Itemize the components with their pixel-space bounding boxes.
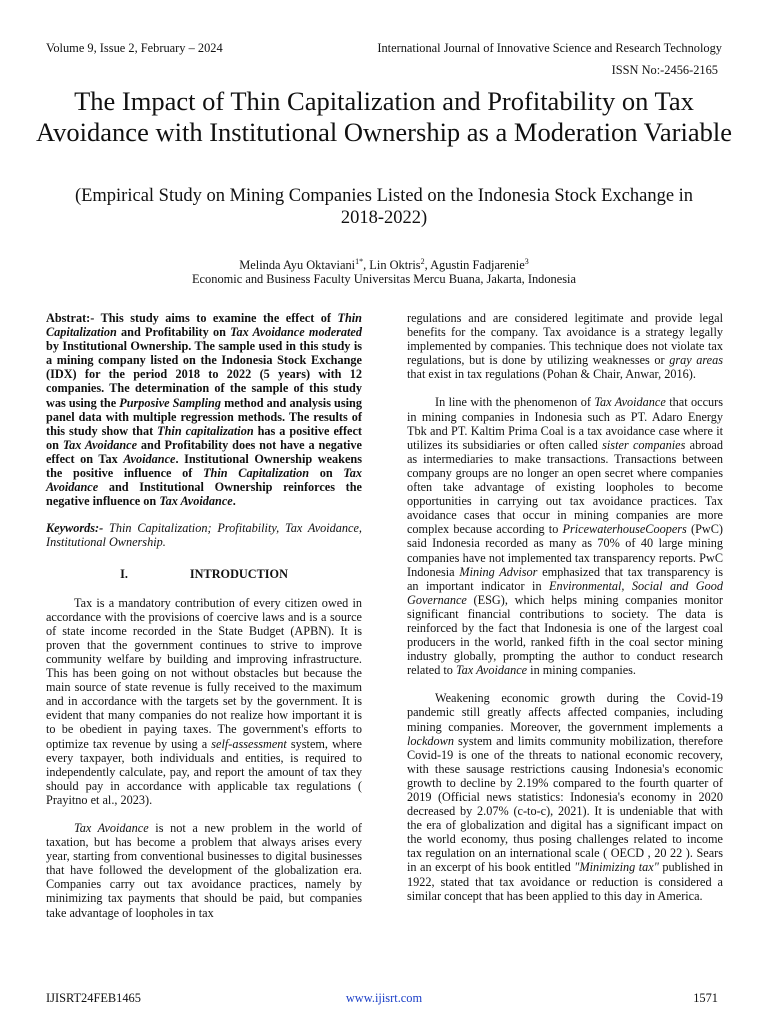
author-2: , Lin Oktris: [363, 258, 421, 273]
right-column: [407, 311, 723, 903]
header-journal-name: International Journal of Innovative Science and Research Technology: [377, 41, 722, 55]
footer-page-number: 1571: [693, 991, 718, 1005]
keywords: [46, 521, 362, 549]
footer-website-link[interactable]: www.ijisrt.com: [345, 991, 423, 1005]
header-volume: Volume 9, Issue 2, February – 2024: [46, 41, 223, 55]
keywords-list: Thin Capitalization; Profitability, Tax Avoidance, Institutional Ownership.: [46, 521, 362, 550]
author-list: [0, 257, 768, 273]
intro-paragraph-2-continued: regulations and are considered legitimate and provide legal benefits for the company. Tax avoidance is a strategy legally implemented by companies. This technique does not violate tax regulations, but is done by utilizing weaknesses or gray areas that exist in tax regulations (Pohan & Chair, Anwar, 2016).: [407, 311, 723, 382]
footer-paper-id: IJISRT24FEB1465: [46, 991, 141, 1005]
keywords-label: Keywords:-: [46, 521, 104, 536]
section-heading-introduction: [46, 567, 362, 581]
intro-paragraph-3: In line with the phenomenon of Tax Avoidance that occurs in mining companies in Indonesia such as PT. Adaro Energy Tbk and PT. Kaltim Prima Coal is a tax avoidance case where it utilizes its subsidiaries or often called sister companies abroad as intermediaries to make transactions. Transactions between company groups are no longer an open secret where companies often take advantage of existing loopholes to become opportunities in carrying out tax avoidance practices. Tax avoidance cases that occur in mining companies are more complex because according to PricewaterhouseCoopers (PwC) said Indonesia recorded as many as 70% of 40 large mining companies have not implemented tax transparency reports. PwC Indonesia Mining Advisor emphasized that tax transparency is an important indicator in Environmental, Social and Good Governance (ESG), which helps mining companies monitor significant financial contributions to society. The data is reinforced by the fact that Indonesia is one of the largest coal producers in the world, ranked fifth in the coal sector mining industry globally, prompting the author to conduct research related to Tax Avoidance in mining companies.: [407, 395, 724, 678]
author-3: , Agustin Fadjarenie: [424, 258, 525, 273]
header-issn: ISSN No:-2456-2165: [611, 63, 718, 77]
affiliation: Economic and Business Faculty Universitas Mercu Buana, Jakarta, Indonesia: [191, 272, 576, 286]
section-title: INTRODUCTION: [189, 566, 288, 581]
paper-title: The Impact of Thin Capitalization and Profitability on Tax Avoidance with Institutional Ownership as a Moderation Variable: [36, 86, 732, 147]
author-3-affil: 3: [524, 257, 529, 266]
intro-paragraph-1: Tax is a mandatory contribution of every citizen owed in accordance with the provisions of coercive laws and is a source of state income recorded in the State Budget (APBN). It is proven that the government continues to strive to improve community welfare by building and improving infrastructure. This has been going on not without obstacles but because the main source of state revenue is fully received to the maximum and in accordance with the targets set by the government. It is evident that many companies do not realize how important it is to be obedient in paying taxes. The government's efforts to optimize tax revenue by using a self-assessment system, where every taxpayer, both individuals and entities, is required to independently calculate, pay, and report the amount of tax they should pay in accordance with applicable tax regulations ( Prayitno et al., 2023).: [46, 595, 362, 807]
author-1-affil: 1*: [355, 257, 364, 266]
author-1: Melinda Ayu Oktaviani: [239, 258, 356, 273]
paper-subtitle: (Empirical Study on Mining Companies Listed on the Indonesia Stock Exchange in 2018-2022): [74, 186, 694, 228]
left-column: [46, 311, 362, 920]
author-2-affil: 2: [420, 257, 425, 266]
intro-paragraph-4: Weakening economic growth during the Covid-19 pandemic still greatly affects affected companies, including mining companies. Moreover, the government implements a lockdown system and limits community mobilization, therefore Covid-19 is one of the threats to national economic recovery, with these sausage restrictions causing Indonesia's economic growth to decline by 2.19% compared to the fourth quarter of 2019 (Official news statistics: Indonesia's economy in 2020 decreased by 2.07% (c-to-c), 2021). It is undeniable that with the era of globalization and digital has a significant impact on the world economy, thus posing challenges related to income tax regulation on an international scale ( OECD , 20 22 ). Sears in an excerpt of his book entitled "Minimizing tax" published in 1922, stated that tax avoidance or reduction is considered a similar concept that has been applied to this day in America.: [407, 691, 724, 903]
intro-paragraph-2: Tax Avoidance is not a new problem in the world of taxation, but has become a problem that always arises every year, starting from conventional businesses to digital businesses that have followed the development of the globalization era. Companies carry out tax avoidance practices, namely by minimizing tax payments that should be paid, but companies take advantage of loopholes in tax: [46, 821, 362, 920]
section-number: I.: [120, 566, 128, 581]
abstract: Abstrat:- This study aims to examine the effect of Thin Capitalization and Profitability on Tax Avoidance moderated by Institutional Ownership. The sample used in this study is a mining company listed on the Indonesia Stock Exchange (IDX) for the period 2018 to 2022 (5 years) with 12 companies. The determination of the sample of this study was using the Purposive Sampling method and analysis using panel data with multiple regression methods. The results of this study show that Thin capitalization has a positive effect on Tax Avoidance and Profitability does not have a negative effect on Tax Avoidance. Institutional Ownership weakens the positive influence of Thin Capitalization on Tax Avoidance and Institutional Ownership reinforces the negative influence on Tax Avoidance.: [46, 311, 362, 509]
